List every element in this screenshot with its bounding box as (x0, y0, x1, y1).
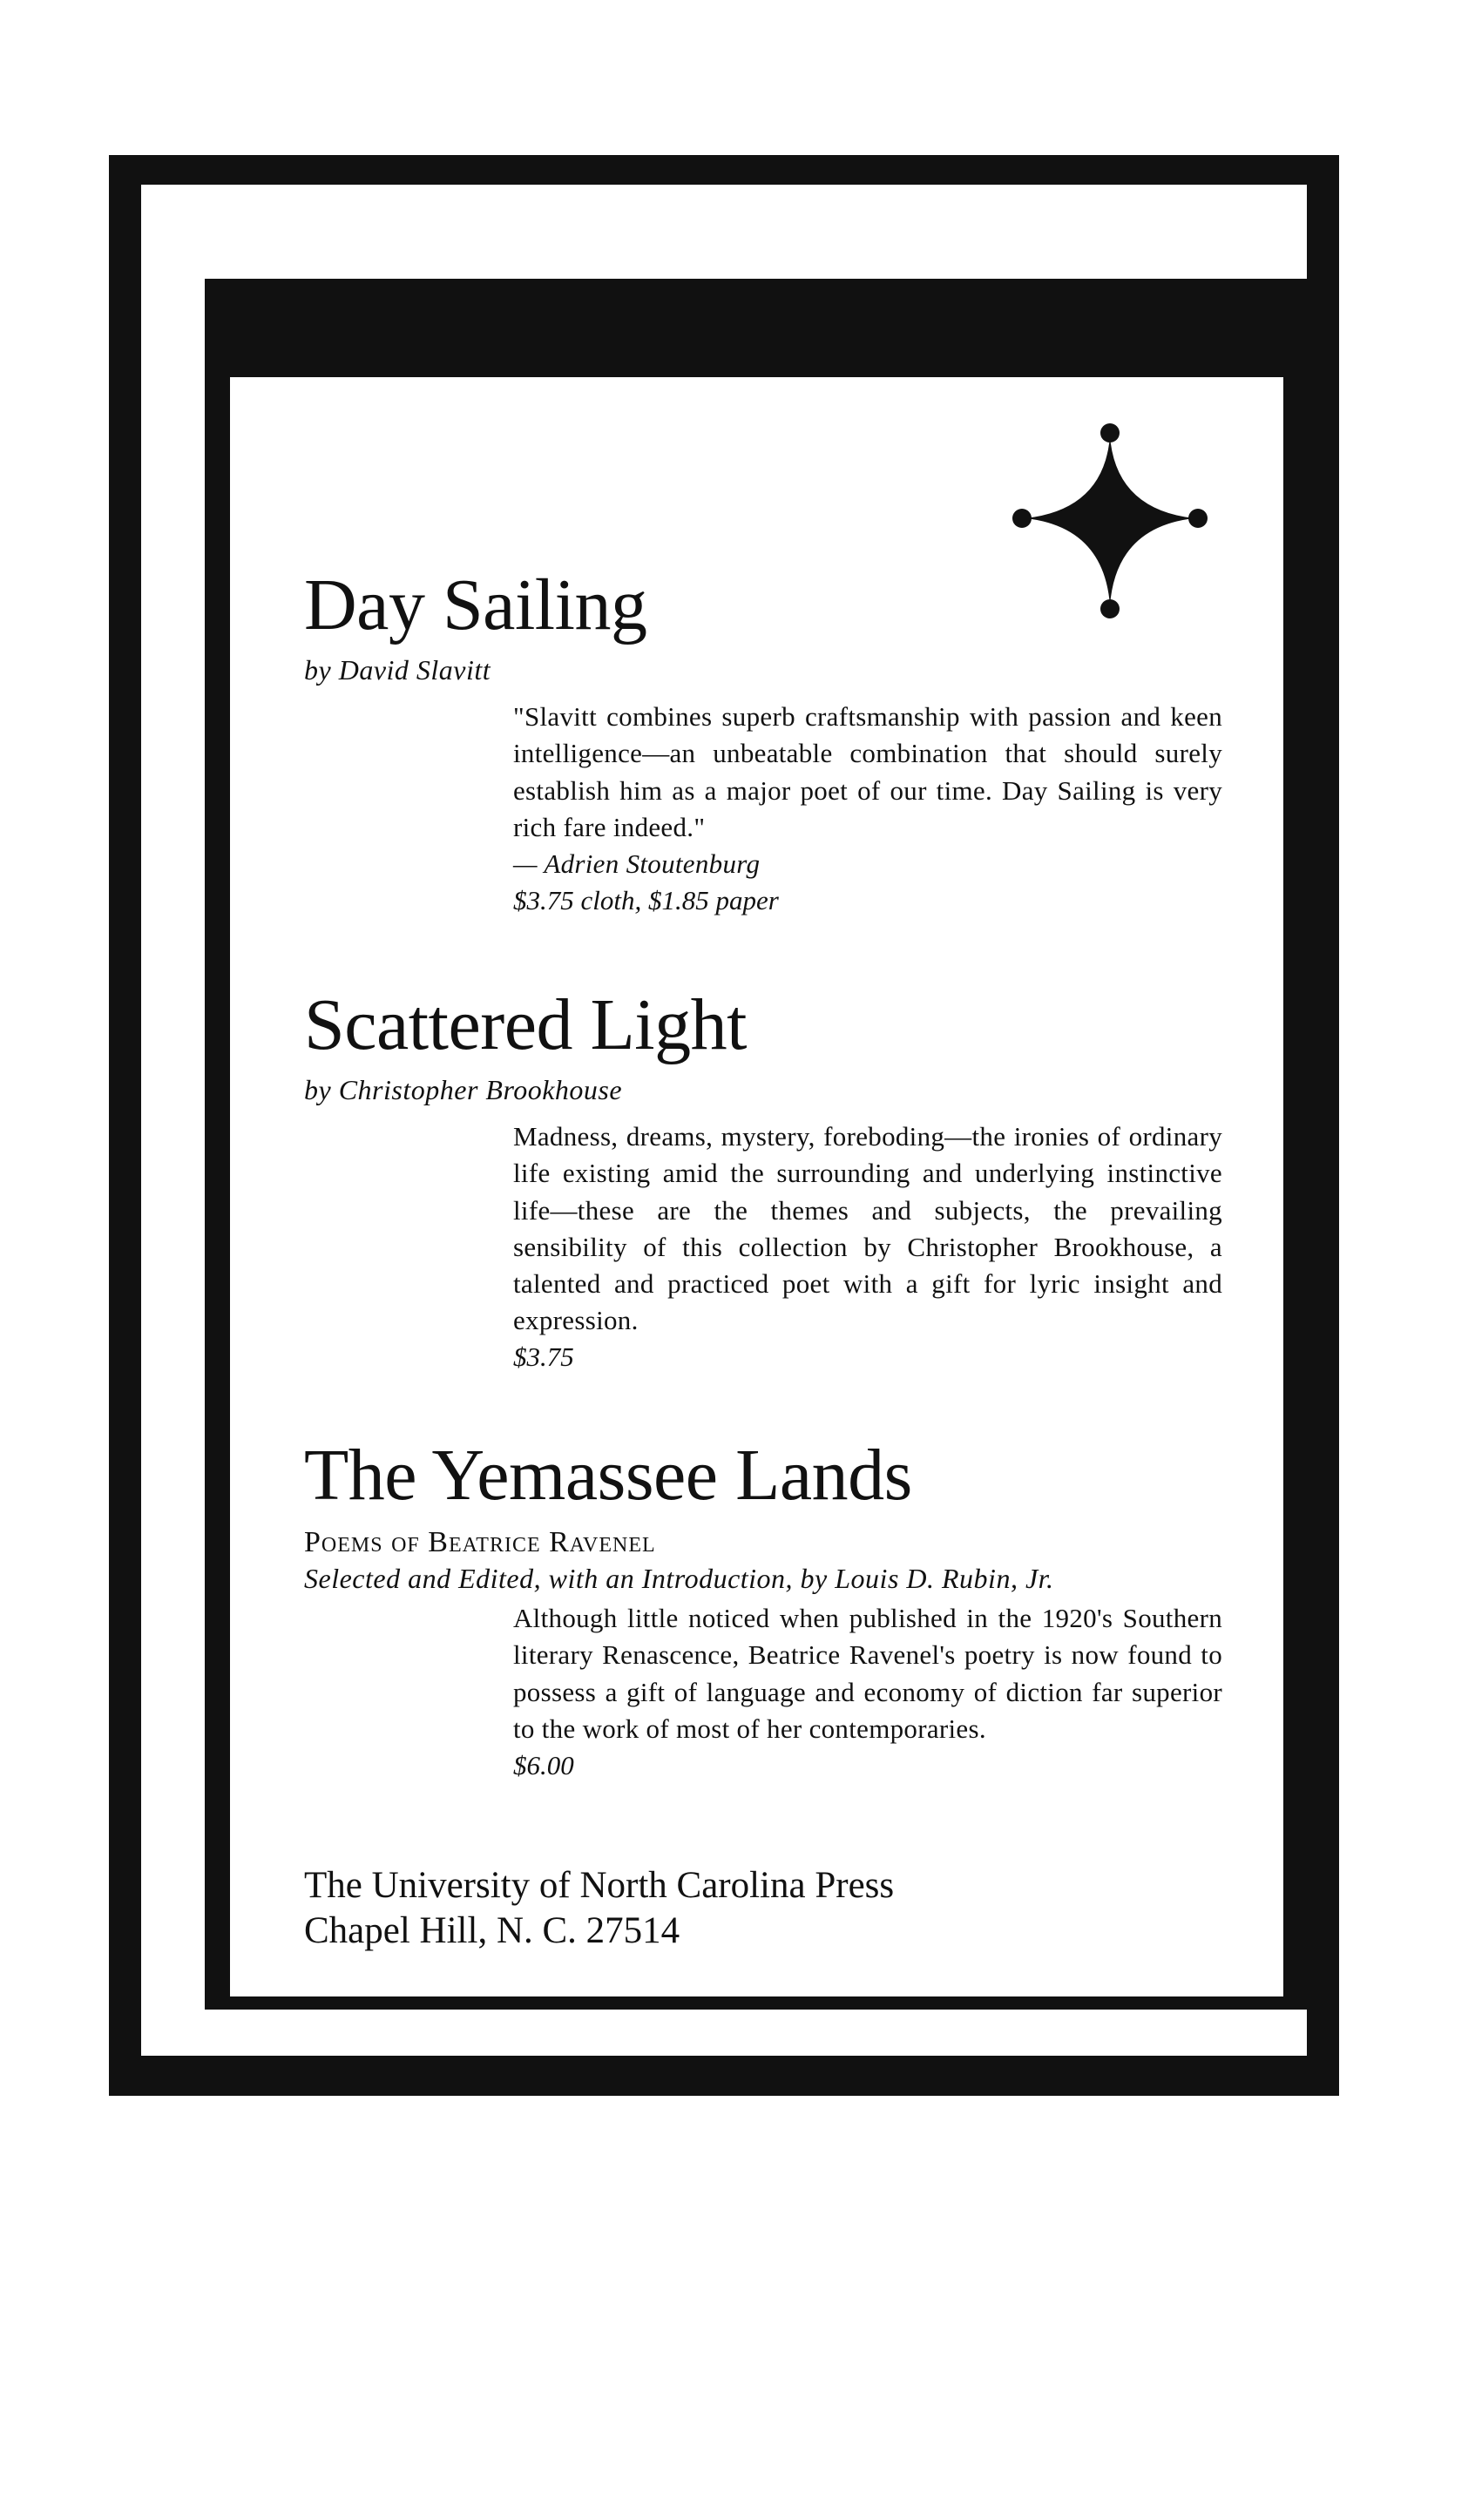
outer-black-border (109, 155, 1339, 2096)
book-description: Although little noticed when published in the 1920's Southern literary Renascence, Beatrice Ravenel's poetry is now found to possess a gift of language and economy of diction far superior to the work of most of her contemporaries. (513, 1603, 1222, 1744)
book-author: by Christopher Brookhouse (304, 1074, 623, 1106)
book-scattered-light (304, 984, 1222, 1375)
book-price: $6.00 (513, 1749, 574, 1780)
publisher-block (304, 1863, 894, 1955)
inner-black-border (205, 279, 1309, 2010)
book-quote: "Slavitt combines superb craftsmanship with passion and keen intelligence—an unbeatable combination that should surely establish him as a major poet of our time. Day Sailing is very rich fare indeed." (513, 701, 1222, 842)
publisher-name: The University of North Carolina Press (304, 1865, 895, 1906)
book-price: $3.75 (513, 1341, 574, 1373)
book-price: $3.75 cloth, $1.85 paper (513, 884, 779, 915)
book-title: Day Sailing (304, 564, 647, 645)
book-author: by David Slavitt (304, 654, 491, 686)
book-description: Madness, dreams, mystery, foreboding—the ironies of ordinary life existing amid the surrounding and underlying instinctive life—these are the themes and subjects, the prevailing sensibility of this collection by Christopher Brookhouse, a talented and practiced poet with a gift for lyric insight and expression. (513, 1121, 1222, 1335)
book-editor: Selected and Edited, with an Introduction, by Louis D. Rubin, Jr. (304, 1563, 1054, 1595)
book-subtitle: Poems of Beatrice Ravenel (304, 1526, 656, 1559)
white-band-border (141, 185, 1307, 2056)
quote-attribution: — Adrien Stoutenburg (513, 848, 761, 879)
book-yemassee-lands (304, 1437, 1222, 1784)
book-day-sailing (304, 564, 1222, 919)
publisher-address: Chapel Hill, N. C. 27514 (304, 1910, 680, 1952)
book-title: The Yemassee Lands (304, 1435, 912, 1516)
book-title: Scattered Light (304, 984, 747, 1065)
advertisement-panel (227, 375, 1286, 1999)
